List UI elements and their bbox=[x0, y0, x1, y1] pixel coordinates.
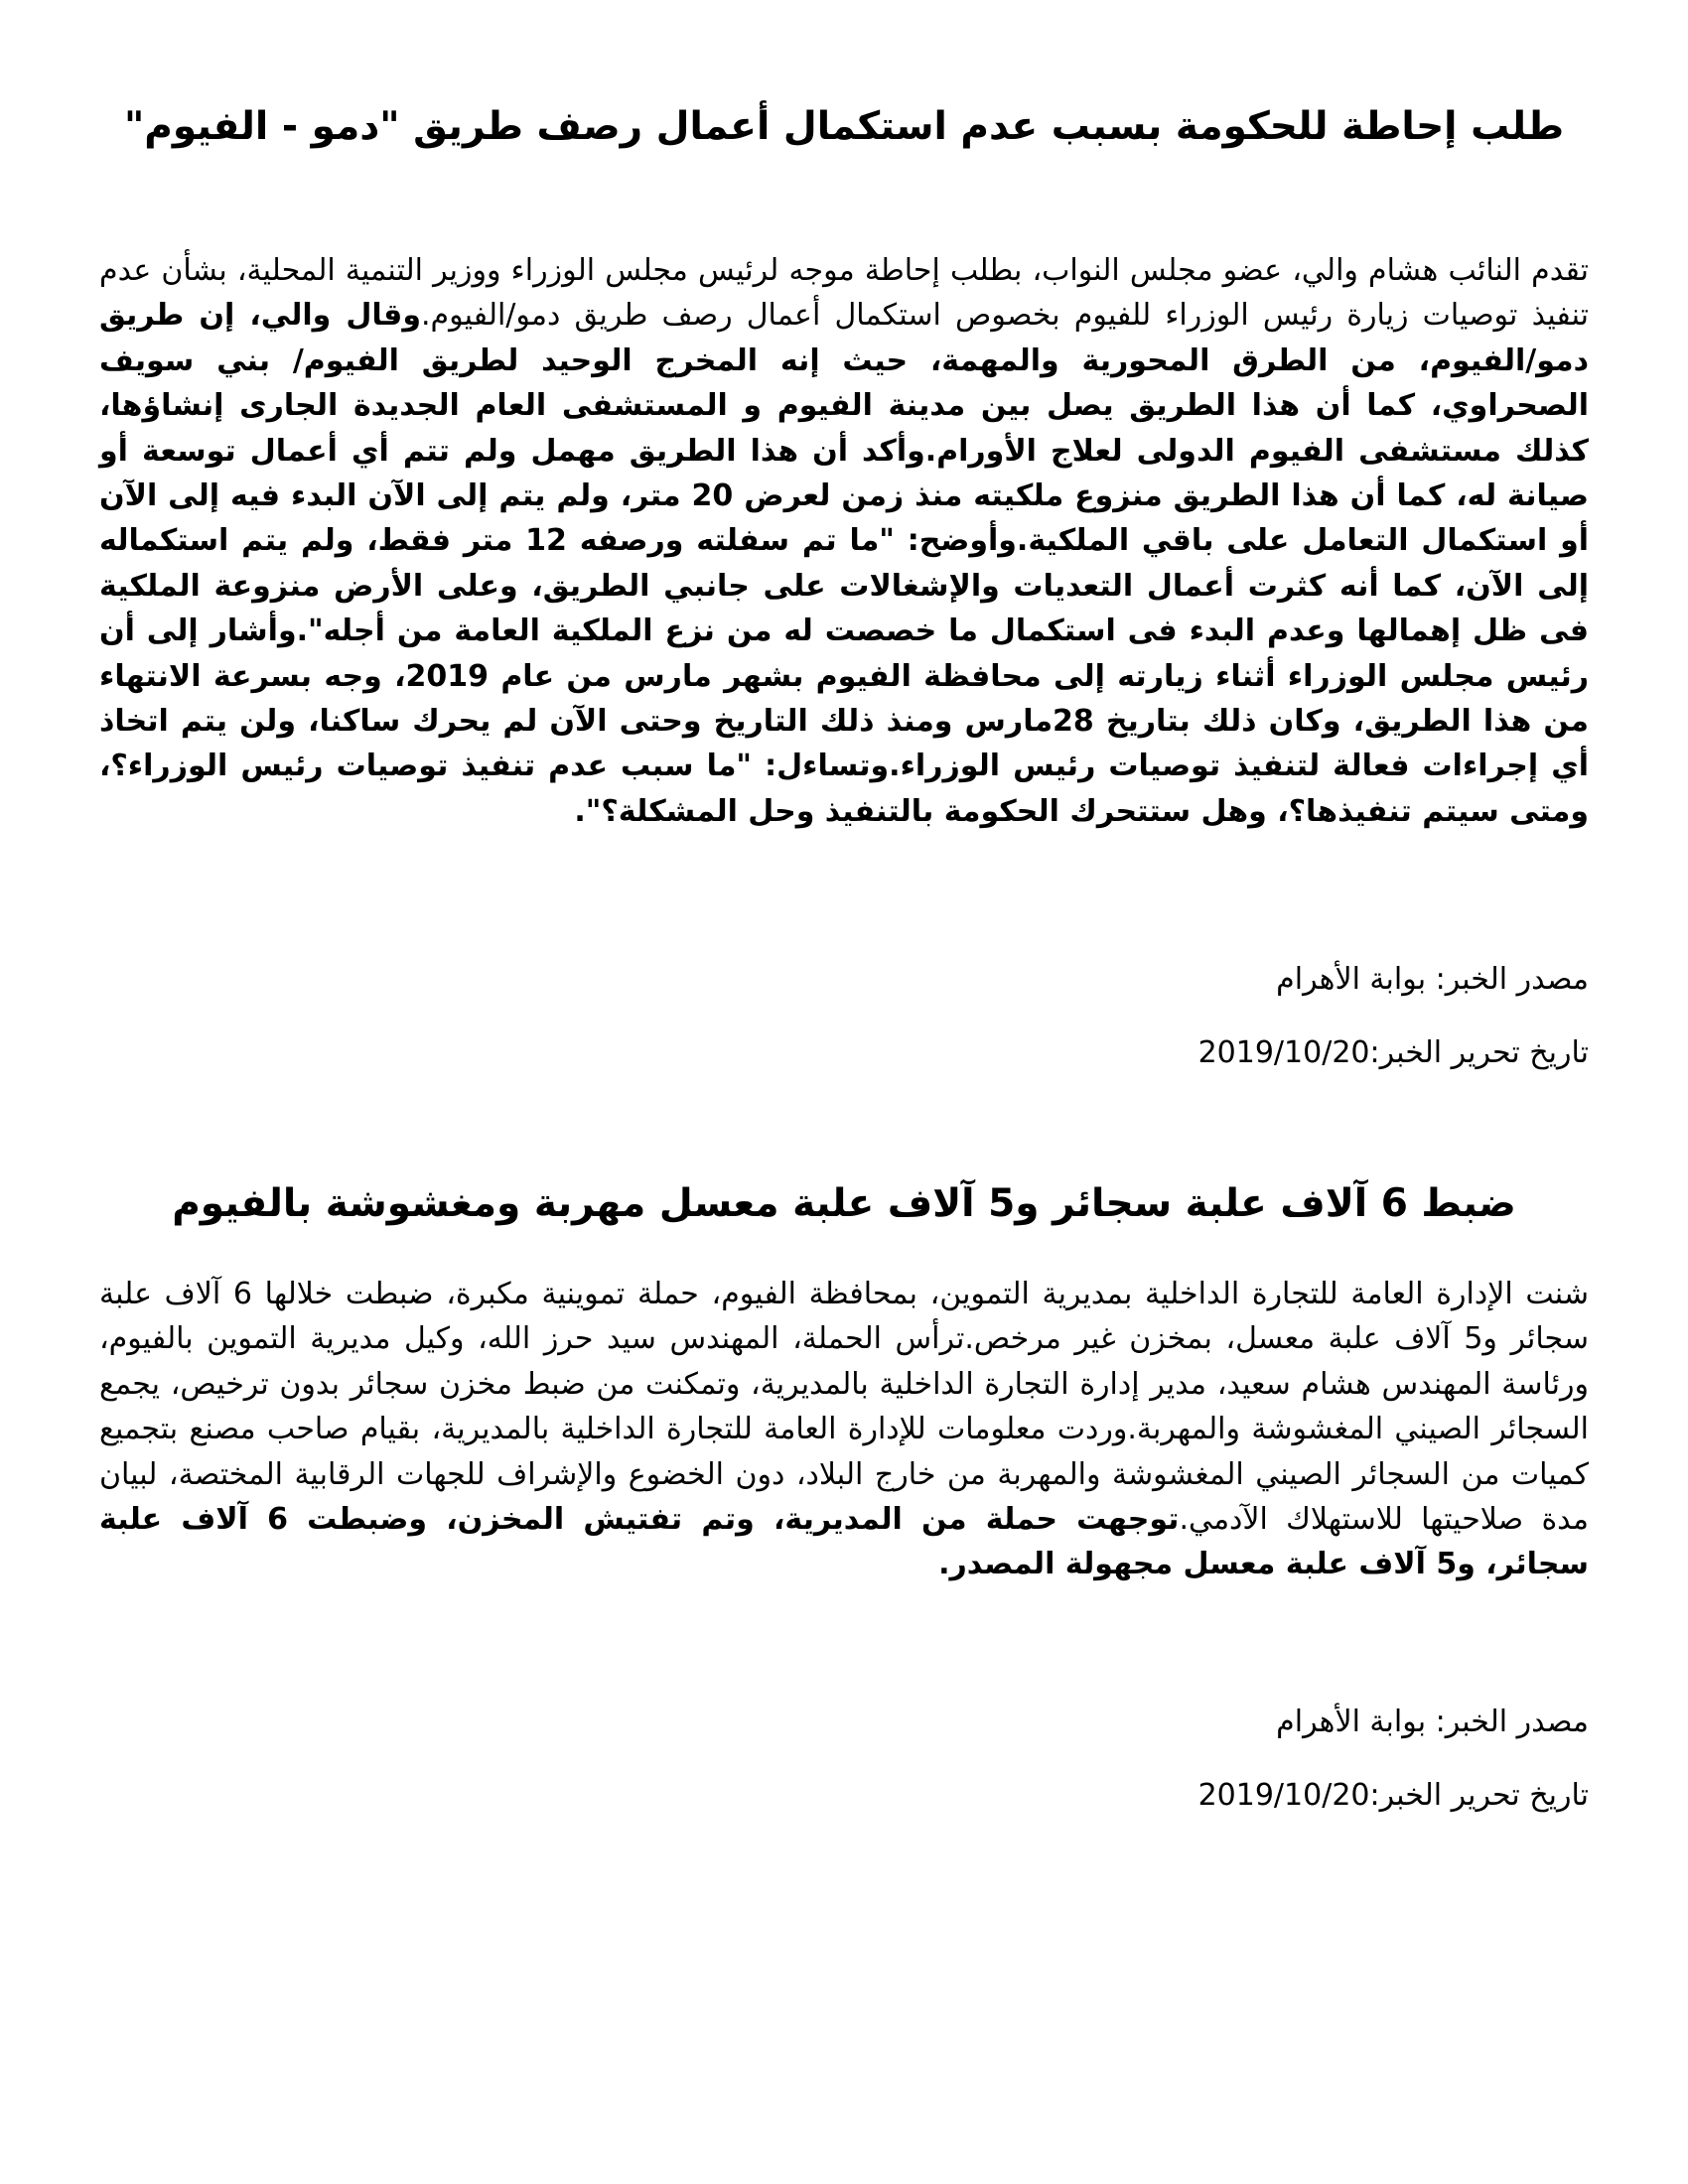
article-2-source: مصدر الخبر: بوابة الأهرام bbox=[1276, 1704, 1589, 1739]
article-2-body-main: توجهت حملة من المديرية، وتم تفتيش المخزن، وضبطت 6 آلاف علبة سجائر، و5 آلاف علبة معسل مجهولة المصدر. bbox=[99, 1502, 1589, 1582]
article-1-body-lead: تقدم النائب هشام والي، عضو مجلس النواب، بطلب إحاطة موجه لرئيس مجلس الوزراء ووزير التنمية المحلية، بشأن عدم تنفيذ توصيات زيارة رئيس الوزراء للفيوم بخصوص استكمال أعمال رصف طريق دمو/الفيوم. bbox=[99, 253, 1589, 334]
article-1-date: تاريخ تحرير الخبر:2019/10/20 bbox=[1197, 1035, 1589, 1071]
article-1-body-main: وقال والي، إن طريق دمو/الفيوم، من الطرق المحورية والمهمة، حيث إنه المخرج الوحيد لطريق الفيوم/ بني سويف الصحراوي، كما أن هذا الطريق يصل بين مدينة الفيوم و المستشفى العام الجديدة الجارى إنشاؤها، كذلك مستشفى الفيوم الدولى لعلاج الأورام.وأكد أن هذا الطريق مهمل ولم تتم أي أعمال توسعة أو صيانة له، كما أن هذا الطريق منزوع ملكيته منذ زمن لعرض 20 متر، ولم يتم إلى الآن البدء فيه إلى الآن أو استكمال التعامل على باقي الملكية.وأوضح: "ما تم سفلته ورصفه 12 متر فقط، ولم يتم استكماله إلى الآن، كما أنه كثرت أعمال التعديات والإشغالات على جانبي الطريق، وعلى الأرض منزوعة الملكية فى ظل إهمالها وعدم البدء فى استكمال ما خصصت له من نزع الملكية العامة من أجله".وأشار إلى أن رئيس مجلس الوزراء أثناء زيارته إلى محافظة الفيوم بشهر مارس من عام 2019، وجه بسرعة الانتهاء من هذا الطريق، وكان ذلك بتاريخ 28مارس ومنذ ذلك التاريخ وحتى الآن لم يحرك ساكنا، ولن يتم اتخاذ أي إجراءات فعالة لتنفيذ توصيات رئيس الوزراء.وتساءل: "ما سبب عدم تنفيذ توصيات رئيس الوزراء؟، ومتى سيتم تنفيذها؟، وهل ستتحرك الحكومة بالتنفيذ وحل المشكلة؟". bbox=[99, 298, 1589, 829]
article-2 bbox=[99, 1176, 1589, 1816]
article-1-title: طلب إحاطة للحكومة بسبب عدم استكمال أعمال رصف طريق "دمو - الفيوم" bbox=[123, 104, 1565, 149]
article-1 bbox=[99, 99, 1589, 1073]
article-1-source: مصدر الخبر: بوابة الأهرام bbox=[1276, 962, 1589, 998]
article-1-body bbox=[99, 248, 1589, 834]
article-2-date: تاريخ تحرير الخبر:2019/10/20 bbox=[1197, 1777, 1589, 1813]
article-2-body-lead: شنت الإدارة العامة للتجارة الداخلية بمديرية التموين، بمحافظة الفيوم، حملة تموينية مكبرة، ضبطت خلالها 6 آلاف علبة سجائر و5 آلاف علبة معسل، بمخزن غير مرخص.ترأس الحملة، المهندس سيد حرز الله، وكيل مديرية التموين بالفيوم، ورئاسة المهندس هشام سعيد، مدير إدارة التجارة الداخلية بالمديرية، وتمكنت من ضبط مخزن سجائر بدون ترخيص، يجمع السجائر الصيني المغشوشة والمهربة.وردت معلومات للإدارة العامة للتجارة الداخلية بالمديرية، بقيام صاحب مصنع بتجميع كميات من السجائر الصيني المغشوشة والمهربة من خارج البلاد، دون الخضوع والإشراف للجهات الرقابية المختصة، لبيان مدة صلاحيتها للاستهلاك الآدمي. bbox=[99, 1277, 1589, 1538]
article-2-body bbox=[99, 1272, 1589, 1587]
article-2-title: ضبط 6 آلاف علبة سجائر و5 آلاف علبة معسل مهربة ومغشوشة بالفيوم bbox=[172, 1181, 1516, 1226]
